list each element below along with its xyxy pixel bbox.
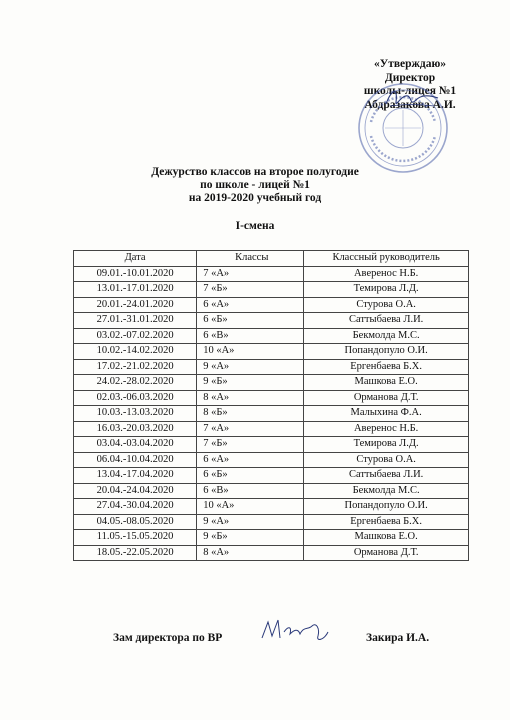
duty-class-cell: 8 «Б» <box>197 406 304 422</box>
duty-class-cell: 6 «А» <box>197 452 304 468</box>
table-row <box>74 421 469 437</box>
table-row <box>74 297 469 313</box>
table-row <box>74 437 469 453</box>
header-teacher: Классный руководитель <box>304 251 469 267</box>
duty-teacher-cell: Стурова О.А. <box>304 297 469 313</box>
duty-date-cell: 17.02.-21.02.2020 <box>74 359 197 375</box>
duty-class-cell: 10 «А» <box>197 344 304 360</box>
duty-date-cell: 10.02.-14.02.2020 <box>74 344 197 360</box>
duty-class-cell: 9 «Б» <box>197 530 304 546</box>
duty-date-cell: 13.04.-17.04.2020 <box>74 468 197 484</box>
duty-class-cell: 10 «А» <box>197 499 304 515</box>
shift-label: I-смена <box>235 220 275 232</box>
duty-class-cell: 7 «Б» <box>197 282 304 298</box>
duty-teacher-cell: Орманова Д.Т. <box>304 545 469 561</box>
duty-teacher-cell: Темирова Л.Д. <box>304 437 469 453</box>
duty-class-cell: 6 «В» <box>197 483 304 499</box>
table-row <box>74 266 469 282</box>
table-row <box>74 530 469 546</box>
duty-date-cell: 13.01.-17.01.2020 <box>74 282 197 298</box>
duty-class-cell: 9 «А» <box>197 359 304 375</box>
title-line-1: Дежурство классов на второе полугодие <box>151 166 359 178</box>
approval-line-2: Директор <box>384 71 436 84</box>
table-row <box>74 344 469 360</box>
duty-date-cell: 02.03.-06.03.2020 <box>74 390 197 406</box>
table-row <box>74 328 469 344</box>
duty-date-cell: 06.04.-10.04.2020 <box>74 452 197 468</box>
table-header-row <box>74 251 469 267</box>
table-row <box>74 359 469 375</box>
deputy-signature-icon <box>258 612 330 648</box>
duty-teacher-cell: Орманова Д.Т. <box>304 390 469 406</box>
duty-class-cell: 6 «А» <box>197 297 304 313</box>
duty-date-cell: 16.03.-20.03.2020 <box>74 421 197 437</box>
duty-class-cell: 7 «А» <box>197 266 304 282</box>
duty-date-cell: 03.02.-07.02.2020 <box>74 328 197 344</box>
deputy-position: Зам директора по ВР <box>113 632 223 644</box>
duty-teacher-cell: Стурова О.А. <box>304 452 469 468</box>
duty-date-cell: 03.04.-03.04.2020 <box>74 437 197 453</box>
approval-block <box>352 58 468 112</box>
duty-date-cell: 27.04.-30.04.2020 <box>74 499 197 515</box>
table-row <box>74 390 469 406</box>
table-row <box>74 499 469 515</box>
duty-teacher-cell: Бекмолда М.С. <box>304 328 469 344</box>
duty-class-cell: 9 «Б» <box>197 375 304 391</box>
duty-teacher-cell: Бекмолда М.С. <box>304 483 469 499</box>
duty-class-cell: 6 «Б» <box>197 313 304 329</box>
duty-class-cell: 9 «А» <box>197 514 304 530</box>
duty-teacher-cell: Ергенбаева Б.Х. <box>304 359 469 375</box>
duty-class-cell: 8 «А» <box>197 545 304 561</box>
table-row <box>74 452 469 468</box>
duty-date-cell: 10.03.-13.03.2020 <box>74 406 197 422</box>
table-row <box>74 545 469 561</box>
approval-line-4: Абдразакова А.И. <box>364 98 456 111</box>
header-date: Дата <box>74 251 197 267</box>
duty-class-cell: 6 «Б» <box>197 468 304 484</box>
duty-teacher-cell: Аверенос Н.Б. <box>304 266 469 282</box>
duty-teacher-cell: Попандопуло О.И. <box>304 499 469 515</box>
duty-date-cell: 09.01.-10.01.2020 <box>74 266 197 282</box>
table-row <box>74 483 469 499</box>
duty-class-cell: 8 «А» <box>197 390 304 406</box>
duty-teacher-cell: Саттыбаева Л.И. <box>304 468 469 484</box>
table-row <box>74 406 469 422</box>
duty-teacher-cell: Ергенбаева Б.Х. <box>304 514 469 530</box>
title-line-2: по школе - лицей №1 <box>200 179 310 191</box>
duty-teacher-cell: Машкова Е.О. <box>304 375 469 391</box>
header-class: Классы <box>197 251 304 267</box>
duty-date-cell: 20.04.-24.04.2020 <box>74 483 197 499</box>
duty-teacher-cell: Машкова Е.О. <box>304 530 469 546</box>
duty-teacher-cell: Малыхина Ф.А. <box>304 406 469 422</box>
duty-date-cell: 27.01.-31.01.2020 <box>74 313 197 329</box>
deputy-name: Закира И.А. <box>366 632 430 644</box>
approval-line-1: «Утверждаю» <box>374 58 446 70</box>
duty-teacher-cell: Попандопуло О.И. <box>304 344 469 360</box>
duty-class-cell: 7 «Б» <box>197 437 304 453</box>
duty-date-cell: 04.05.-08.05.2020 <box>74 514 197 530</box>
duty-teacher-cell: Аверенос Н.Б. <box>304 421 469 437</box>
duty-teacher-cell: Саттыбаева Л.И. <box>304 313 469 329</box>
table-row <box>74 468 469 484</box>
duty-date-cell: 11.05.-15.05.2020 <box>74 530 197 546</box>
table-row <box>74 282 469 298</box>
table-row <box>74 313 469 329</box>
duty-date-cell: 20.01.-24.01.2020 <box>74 297 197 313</box>
duty-teacher-cell: Темирова Л.Д. <box>304 282 469 298</box>
title-line-3: на 2019-2020 учебный год <box>188 192 322 204</box>
duty-date-cell: 18.05.-22.05.2020 <box>74 545 197 561</box>
approval-line-3: школы-лицея №1 <box>363 85 457 97</box>
duty-class-cell: 6 «В» <box>197 328 304 344</box>
table-row <box>74 514 469 530</box>
duty-date-cell: 24.02.-28.02.2020 <box>74 375 197 391</box>
duty-class-cell: 7 «А» <box>197 421 304 437</box>
duty-table <box>73 250 469 561</box>
table-row <box>74 375 469 391</box>
document-title <box>0 166 510 205</box>
